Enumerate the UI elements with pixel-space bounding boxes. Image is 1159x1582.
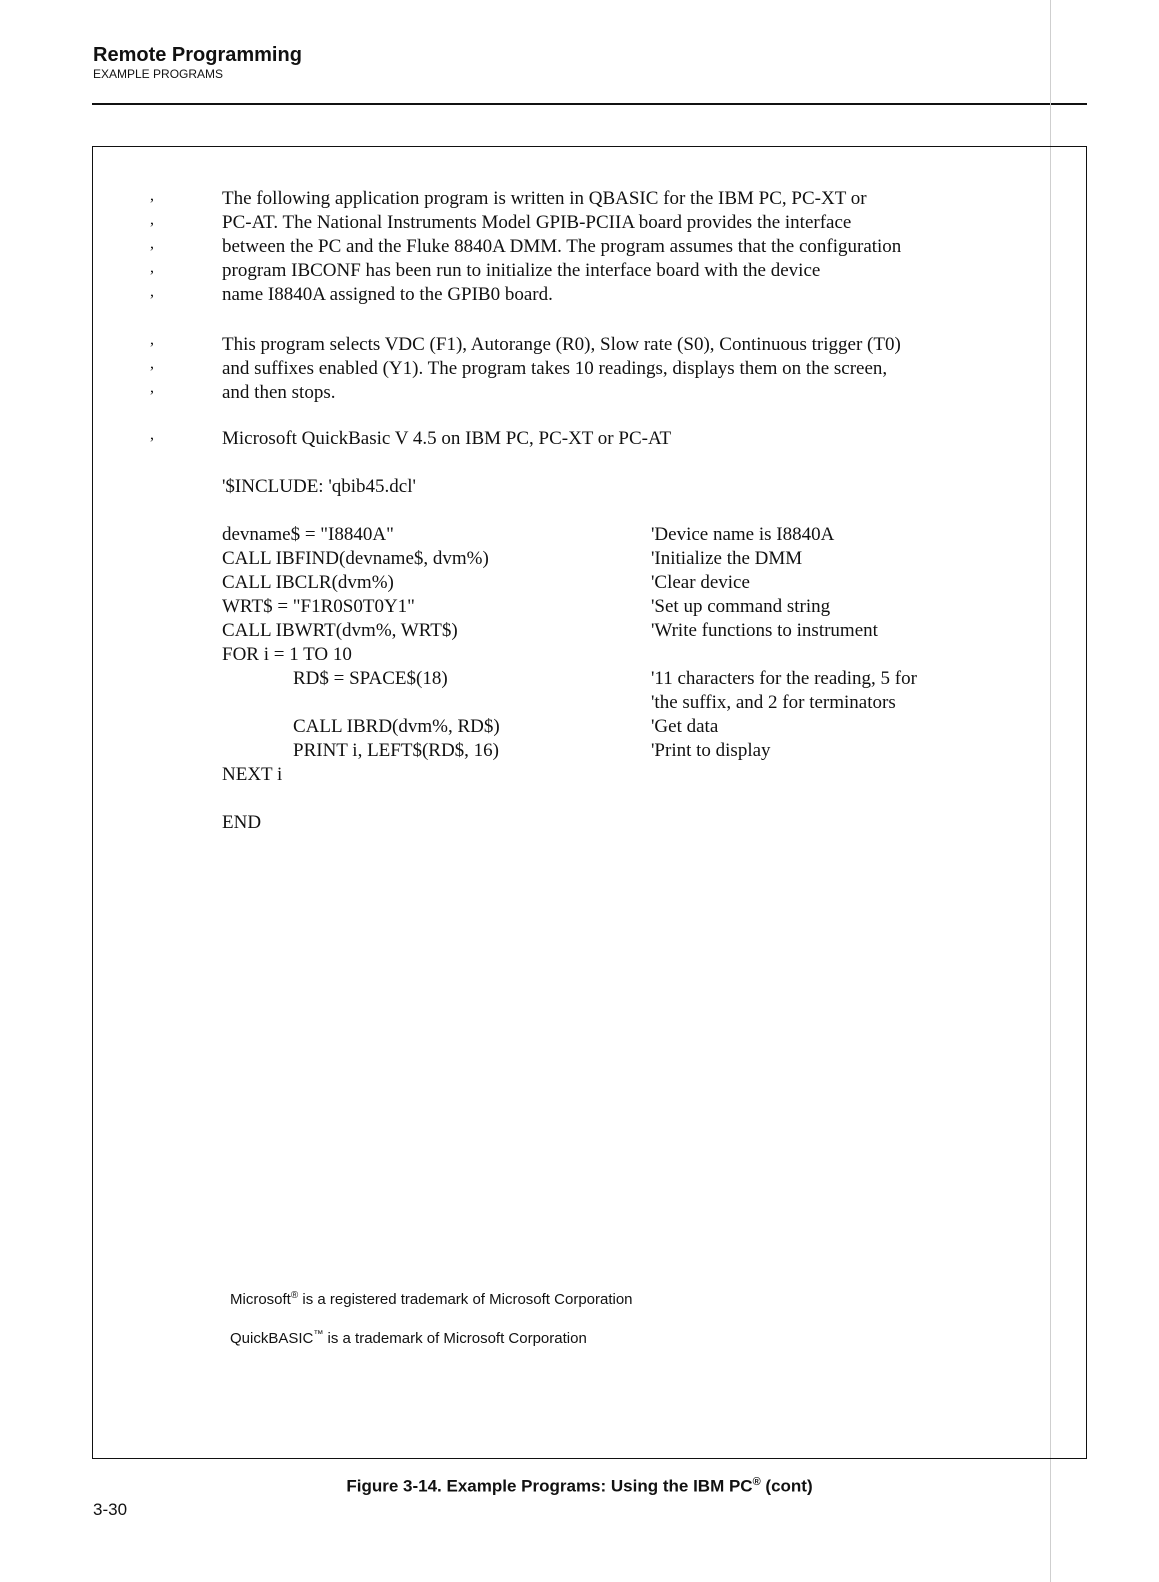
section-title: Remote Programming bbox=[93, 44, 302, 66]
program-comments bbox=[651, 523, 1011, 787]
margin-ticks-intro bbox=[150, 184, 154, 304]
trademark-text: is a trademark of Microsoft Corporation bbox=[327, 1330, 587, 1347]
text-line: The following application program is written in QBASIC for the IBM PC, PC-XT or bbox=[222, 188, 867, 209]
figure-caption bbox=[0, 1476, 1159, 1497]
comment-line: 'Clear device bbox=[651, 572, 750, 593]
comment-line: 'Get data bbox=[651, 716, 719, 737]
section-subtitle: EXAMPLE PROGRAMS bbox=[93, 67, 224, 81]
code-line: CALL IBRD(dvm%, RD$) bbox=[293, 716, 500, 737]
language-line: Microsoft QuickBasic V 4.5 on IBM PC, PC-XT or PC-AT bbox=[222, 428, 672, 449]
trademark-name: Microsoft bbox=[230, 1291, 291, 1308]
margin-ticks-selection bbox=[150, 328, 154, 400]
header-rule bbox=[92, 103, 1087, 105]
caption-text: Figure 3-14. Example Programs: Using the IBM PC bbox=[346, 1476, 753, 1496]
end-line: END bbox=[222, 812, 262, 833]
code-line: devname$ = "I8840A" bbox=[222, 524, 394, 545]
text-line: This program selects VDC (F1), Autorange (R0), Slow rate (S0), Continuous trigger (T0) bbox=[222, 334, 901, 355]
comment-line: 'Device name is I8840A bbox=[651, 524, 835, 545]
margin-ticks-language bbox=[150, 423, 154, 447]
trademark-microsoft bbox=[230, 1290, 633, 1308]
margin-tick: , bbox=[150, 331, 154, 348]
text-line: name I8840A assigned to the GPIB0 board. bbox=[222, 284, 553, 305]
comment-line: 'Print to display bbox=[651, 740, 771, 761]
margin-tick: , bbox=[150, 211, 154, 228]
program-code bbox=[222, 523, 642, 787]
comment-line: 'the suffix, and 2 for terminators bbox=[651, 692, 896, 713]
comment-line bbox=[651, 643, 1011, 667]
code-line: PRINT i, LEFT$(RD$, 16) bbox=[293, 740, 500, 761]
trademark-mark: ™ bbox=[313, 1329, 324, 1340]
page-number: 3-30 bbox=[93, 1500, 128, 1519]
caption-mark: ® bbox=[752, 1476, 761, 1488]
text-line: PC-AT. The National Instruments Model GPIB-PCIIA board provides the interface bbox=[222, 212, 852, 233]
code-line: RD$ = SPACE$(18) bbox=[293, 668, 448, 689]
margin-tick: , bbox=[150, 187, 154, 204]
code-line bbox=[222, 691, 642, 715]
comment-line bbox=[651, 763, 1011, 787]
comment-line: '11 characters for the reading, 5 for bbox=[651, 668, 917, 689]
code-line: CALL IBCLR(dvm%) bbox=[222, 572, 394, 593]
comment-line: 'Initialize the DMM bbox=[651, 548, 803, 569]
intro-paragraph bbox=[222, 187, 1032, 307]
caption-suffix: (cont) bbox=[765, 1476, 813, 1496]
text-line: program IBCONF has been run to initialize the interface board with the device bbox=[222, 260, 821, 281]
selection-paragraph bbox=[222, 333, 1032, 405]
text-line: and then stops. bbox=[222, 382, 336, 403]
code-line: CALL IBWRT(dvm%, WRT$) bbox=[222, 620, 458, 641]
text-line: and suffixes enabled (Y1). The program takes 10 readings, displays them on the screen, bbox=[222, 358, 888, 379]
code-line: FOR i = 1 TO 10 bbox=[222, 644, 352, 665]
trademark-text: is a registered trademark of Microsoft Corporation bbox=[302, 1291, 633, 1308]
code-line: NEXT i bbox=[222, 764, 283, 785]
text-line: between the PC and the Fluke 8840A DMM. The program assumes that the configuration bbox=[222, 236, 902, 257]
comment-line: 'Set up command string bbox=[651, 596, 831, 617]
comment-line: 'Write functions to instrument bbox=[651, 620, 878, 641]
margin-tick: , bbox=[150, 235, 154, 252]
margin-tick: , bbox=[150, 379, 154, 396]
trademark-name: QuickBASIC bbox=[230, 1330, 314, 1347]
include-line: '$INCLUDE: 'qbib45.dcl' bbox=[222, 476, 416, 497]
code-line: WRT$ = "F1R0S0T0Y1" bbox=[222, 596, 415, 617]
margin-tick: , bbox=[150, 283, 154, 300]
margin-tick: , bbox=[150, 355, 154, 372]
trademark-quickbasic bbox=[230, 1329, 587, 1347]
margin-tick: , bbox=[150, 426, 154, 443]
code-line: CALL IBFIND(devname$, dvm%) bbox=[222, 548, 489, 569]
margin-tick: , bbox=[150, 259, 154, 276]
registered-mark: ® bbox=[290, 1290, 299, 1301]
